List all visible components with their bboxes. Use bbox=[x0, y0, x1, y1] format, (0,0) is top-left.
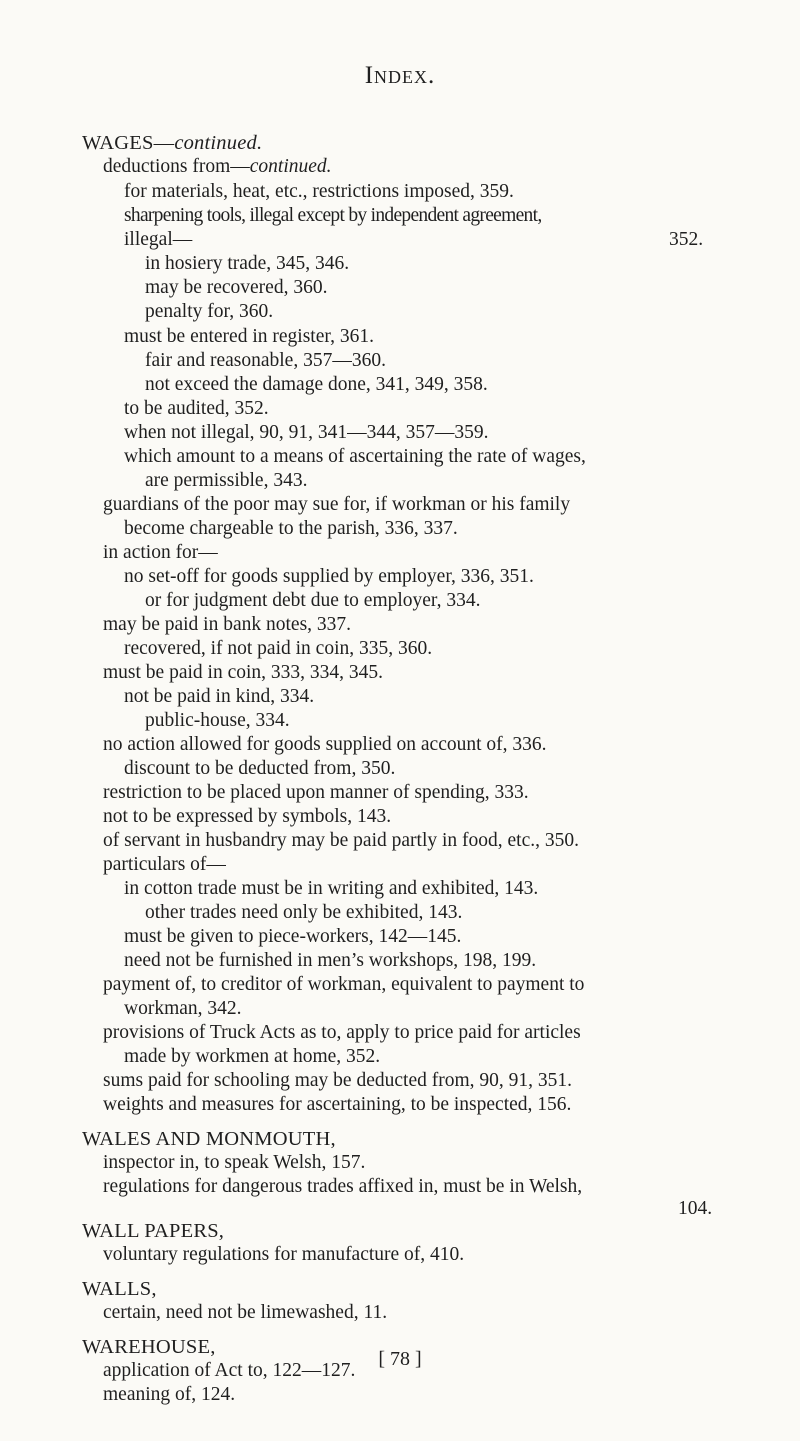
index-page-ref: 352. bbox=[669, 229, 704, 250]
index-line: or for judgment debt due to employer, 334. bbox=[145, 590, 481, 611]
index-line: restriction to be placed upon manner of spending, 333. bbox=[103, 782, 529, 803]
index-line: may be paid in bank notes, 337. bbox=[103, 614, 352, 635]
index-line: recovered, if not paid in coin, 335, 360. bbox=[124, 638, 433, 659]
index-line: to be audited, 352. bbox=[124, 398, 269, 419]
index-line: payment of, to creditor of workman, equivalent to payment to bbox=[103, 974, 585, 995]
index-heading-wages: WAGES—continued. bbox=[82, 132, 263, 154]
index-line: weights and measures for ascertaining, to be inspected, 156. bbox=[103, 1094, 572, 1115]
index-line: no action allowed for goods supplied on account of, 336. bbox=[103, 734, 547, 755]
index-line: made by workmen at home, 352. bbox=[124, 1046, 381, 1067]
index-line: must be entered in register, 361. bbox=[124, 326, 374, 347]
index-line: need not be furnished in men’s workshops, 198, 199. bbox=[124, 950, 537, 971]
index-line: in action for— bbox=[103, 542, 218, 563]
index-page-ref: 104. bbox=[678, 1198, 713, 1219]
index-line: sums paid for schooling may be deducted from, 90, 91, 351. bbox=[103, 1070, 572, 1091]
index-line: not exceed the damage done, 341, 349, 358. bbox=[145, 374, 488, 395]
index-line: must be paid in coin, 333, 334, 345. bbox=[103, 662, 384, 683]
index-line: discount to be deducted from, 350. bbox=[124, 758, 396, 779]
index-line: public-house, 334. bbox=[145, 710, 290, 731]
index-line: in hosiery trade, 345, 346. bbox=[145, 253, 350, 274]
index-line: other trades need only be exhibited, 143. bbox=[145, 902, 463, 923]
index-line: become chargeable to the parish, 336, 337. bbox=[124, 518, 458, 539]
index-line: when not illegal, 90, 91, 341—344, 357—359. bbox=[124, 422, 489, 443]
index-line: meaning of, 124. bbox=[103, 1384, 236, 1405]
index-heading-walls: WALLS, bbox=[82, 1278, 157, 1300]
index-line: for materials, heat, etc., restrictions imposed, 359. bbox=[124, 181, 514, 202]
index-line: fair and reasonable, 357—360. bbox=[145, 350, 386, 371]
index-line: are permissible, 343. bbox=[145, 470, 308, 491]
index-line: inspector in, to speak Welsh, 157. bbox=[103, 1152, 366, 1173]
index-line: deductions from—continued. bbox=[103, 156, 332, 177]
index-line: workman, 342. bbox=[124, 998, 242, 1019]
index-line: guardians of the poor may sue for, if workman or his family bbox=[103, 494, 571, 515]
index-line: particulars of— bbox=[103, 854, 226, 875]
page-title: Index. bbox=[364, 62, 436, 89]
index-line: no set-off for goods supplied by employer, 336, 351. bbox=[124, 566, 534, 587]
index-line: of servant in husbandry may be paid partly in food, etc., 350. bbox=[103, 830, 580, 851]
index-line: not be paid in kind, 334. bbox=[124, 686, 315, 707]
index-line: not to be expressed by symbols, 143. bbox=[103, 806, 392, 827]
index-line: provisions of Truck Acts as to, apply to price paid for articles bbox=[103, 1022, 581, 1043]
index-line: illegal— bbox=[124, 229, 193, 250]
index-line: which amount to a means of ascertaining the rate of wages, bbox=[124, 446, 586, 467]
index-heading-wall-papers: WALL PAPERS, bbox=[82, 1220, 225, 1242]
index-line: regulations for dangerous trades affixed in, must be in Welsh, bbox=[103, 1176, 583, 1197]
page-number: [ 78 ] bbox=[378, 1348, 422, 1370]
index-line: may be recovered, 360. bbox=[145, 277, 328, 298]
index-heading-wales: WALES AND MONMOUTH, bbox=[82, 1128, 336, 1150]
index-line: must be given to piece-workers, 142—145. bbox=[124, 926, 462, 947]
index-line: in cotton trade must be in writing and exhibited, 143. bbox=[124, 878, 539, 899]
index-line: certain, need not be limewashed, 11. bbox=[103, 1302, 388, 1323]
index-heading-warehouse: WAREHOUSE, bbox=[82, 1336, 216, 1358]
index-line: sharpening tools, illegal except by independent agreement, bbox=[124, 205, 542, 226]
index-line: application of Act to, 122—127. bbox=[103, 1360, 356, 1381]
index-line: voluntary regulations for manufacture of, 410. bbox=[103, 1244, 465, 1265]
index-line: penalty for, 360. bbox=[145, 301, 274, 322]
